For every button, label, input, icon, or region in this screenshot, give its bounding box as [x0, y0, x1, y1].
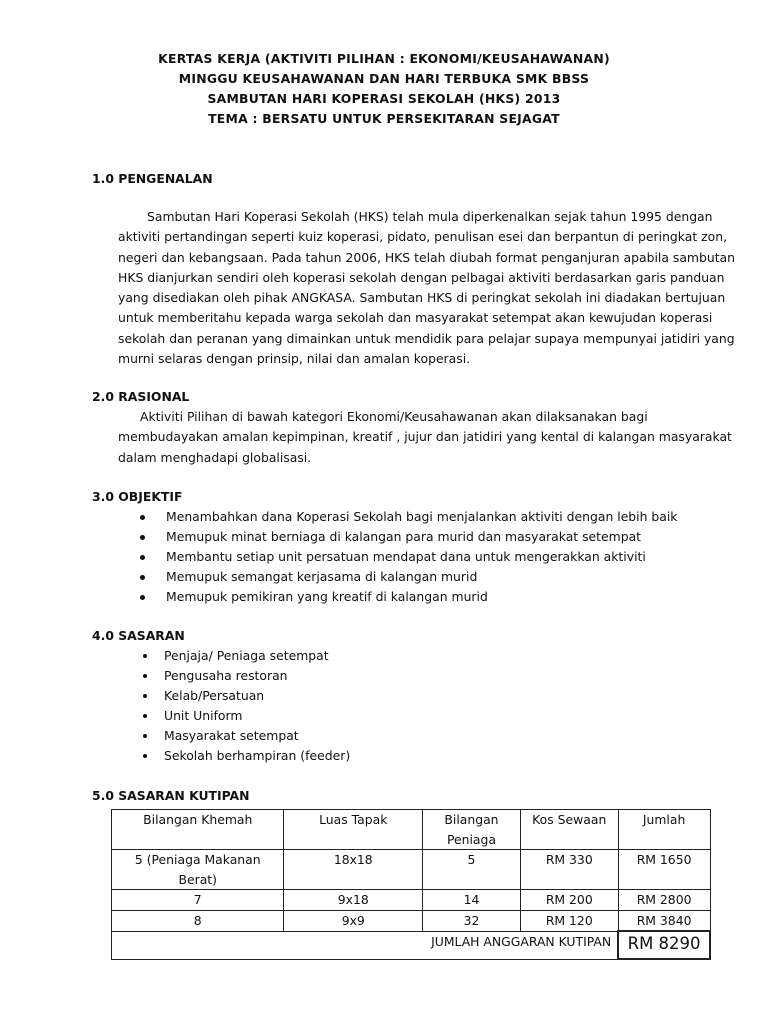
section-heading-objektif: 3.0 OBJEKTIF	[92, 489, 183, 504]
bullet-dot	[143, 674, 147, 678]
table-cell: 18x18	[284, 850, 423, 890]
title-line-1: KERTAS KERJA (AKTIVITI PILIHAN : EKONOMI/KEUSAHAWANAN)	[158, 51, 610, 66]
document-title-block	[0, 49, 768, 129]
paragraph-rasional	[118, 407, 732, 468]
list-item: Membantu setiap unit persatuan mendapat dana untuk mengerakkan aktiviti	[140, 547, 678, 567]
table-cell: 7	[112, 890, 284, 911]
table-cell: RM 330	[520, 850, 618, 890]
bullet-dot	[143, 754, 147, 758]
table-cell: RM 3840	[618, 910, 710, 931]
total-label: JUMLAH ANGGARAN KUTIPAN	[112, 931, 619, 959]
bullet-dot	[143, 714, 147, 718]
paragraph-line: dalam menghadapi globalisasi.	[118, 449, 312, 465]
table-cell: RM 1650	[618, 850, 710, 890]
table-cell: 5 (Peniaga Makanan Berat)	[112, 850, 284, 890]
bullet-dot	[143, 734, 147, 738]
bullet-dot	[140, 575, 145, 580]
paragraph-line: murni selaras dengan prinsip, nilai dan amalan koperasi.	[118, 351, 471, 367]
column-header: Bilangan Khemah	[112, 810, 284, 850]
table-cell: 9x18	[284, 890, 423, 911]
column-header: Jumlah	[618, 810, 710, 850]
paragraph-pengenalan	[118, 207, 736, 369]
column-header: Kos Sewaan	[520, 810, 618, 850]
list-item: Memupuk pemikiran yang kreatif di kalangan murid	[140, 587, 678, 607]
table-cell: 8	[112, 910, 284, 931]
table-cell: 5	[423, 850, 521, 890]
paragraph-line: yang disediakan oleh pihak ANGKASA. Sambutan HKS di peringkat sekolah ini diadakan bertujuan	[118, 290, 726, 306]
list-item: Penjaja/ Peniaga setempat	[140, 646, 350, 666]
column-header: Luas Tapak	[284, 810, 423, 850]
table-total-row	[112, 931, 711, 959]
paragraph-line: sekolah dan peranan yang dimainkan untuk mendidik para pelajar supaya mempunyai jatidiri yang	[118, 330, 735, 346]
paragraph-line: untuk memberitahu kepada warga sekolah dan masyarakat setempat akan kewujudan koperasi	[118, 310, 713, 326]
list-item: Sekolah berhampiran (feeder)	[140, 746, 350, 766]
bullet-dot	[140, 515, 145, 520]
table-row	[112, 850, 711, 890]
table-cell: RM 200	[520, 890, 618, 911]
title-line-4: TEMA : BERSATU UNTUK PERSEKITARAN SEJAGAT	[208, 111, 560, 126]
title-line-3: SAMBUTAN HARI KOPERASI SEKOLAH (HKS) 2013	[207, 91, 561, 106]
section-heading-kutipan: 5.0 SASARAN KUTIPAN	[92, 788, 250, 803]
paragraph-line: negeri dan kebangsaan. Pada tahun 2006, HKS telah diubah format penganjuran apabila sambutan	[118, 249, 736, 265]
sasaran-list	[140, 646, 350, 766]
bullet-dot	[140, 555, 145, 560]
table-header-row	[112, 810, 711, 850]
list-item: Unit Uniform	[140, 706, 350, 726]
paragraph-line: membudayakan amalan kepimpinan, kreatif , jujur dan jatidiri yang kental di kalangan masyarakat	[118, 429, 732, 445]
column-header: Bilangan Peniaga	[423, 810, 521, 850]
paragraph-line: Sambutan Hari Koperasi Sekolah (HKS) telah mula diperkenalkan sejak tahun 1995 dengan	[147, 209, 713, 224]
list-item: Pengusaha restoran	[140, 666, 350, 686]
table-cell: RM 2800	[618, 890, 710, 911]
list-item: Memupuk minat berniaga di kalangan para murid dan masyarakat setempat	[140, 527, 678, 547]
list-item: Masyarakat setempat	[140, 726, 350, 746]
table-cell: 14	[423, 890, 521, 911]
bullet-dot	[140, 595, 145, 600]
table-cell: 32	[423, 910, 521, 931]
bullet-dot	[143, 694, 147, 698]
section-heading-rasional: 2.0 RASIONAL	[92, 389, 190, 404]
table-cell: 9x9	[284, 910, 423, 931]
bullet-dot	[140, 535, 145, 540]
paragraph-line: HKS dianjurkan sendiri oleh koperasi sekolah dengan pelbagai aktiviti berdasarkan garis panduan	[118, 269, 725, 285]
table-row	[112, 890, 711, 911]
total-value: RM 8290	[618, 931, 710, 959]
list-item: Menambahkan dana Koperasi Sekolah bagi menjalankan aktiviti dengan lebih baik	[140, 507, 678, 527]
list-item: Memupuk semangat kerjasama di kalangan murid	[140, 567, 678, 587]
objektif-list	[140, 507, 678, 607]
section-heading-sasaran: 4.0 SASARAN	[92, 628, 185, 643]
title-line-2: MINGGU KEUSAHAWANAN DAN HARI TERBUKA SMK BBSS	[178, 71, 590, 86]
paragraph-line: aktiviti pertandingan seperti kuiz koperasi, pidato, penulisan esei dan berpantun di peringkat zon,	[118, 229, 728, 245]
paragraph-line: Aktiviti Pilihan di bawah kategori Ekonomi/Keusahawanan akan dilaksanakan bagi	[140, 409, 648, 424]
bullet-dot	[143, 654, 147, 658]
list-item: Kelab/Persatuan	[140, 686, 350, 706]
table-row	[112, 910, 711, 931]
section-heading-pengenalan: 1.0 PENGENALAN	[92, 171, 213, 186]
kutipan-table	[111, 809, 711, 960]
table-cell: RM 120	[520, 910, 618, 931]
